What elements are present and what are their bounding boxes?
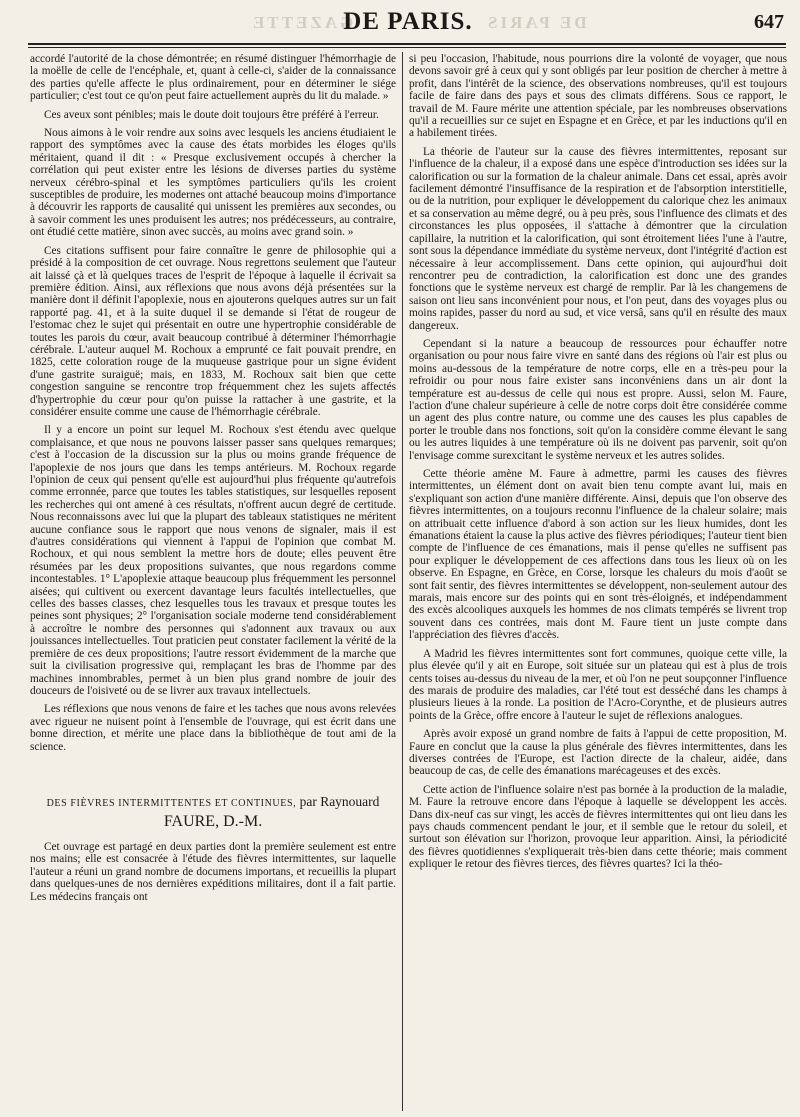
paragraph: Ces aveux sont pénibles; mais le doute doit toujours être préféré à l'erreur. (44, 108, 379, 121)
right-column (409, 53, 787, 1111)
article-title-connector: par Raynouard (299, 793, 380, 809)
paragraph: Cette action de l'influence solaire n'est pas bornée à la production de la maladie, M. Faure la retrouve encore dans l'époque à laquelle se développent les accès. Dans dix-neuf cas sur vingt, les accès de fièvres intermittentes qui ont lieu dans les pays chauds commencent pendant le jour, et il semble que le retour du soleil, et surtout son élévation sur l'horizon, provoque leur apparition. Ainsi, la périodicité des fièvres quotidiennes s'expliquerait très-bien dans cette théorie; mais comment expliquer le retour des fièvres tierces, des fièvres quartes? Ici la théo- (409, 783, 787, 871)
article-title (30, 793, 396, 831)
page-header (30, 8, 786, 40)
header-rule (28, 43, 786, 45)
paragraph: Cependant si la nature a beaucoup de ressources pour échauffer notre organisation ou pour nous faire vivre en santé dans des régions où l'air est plus ou moins au-dessous de la température de notre corps, elle en a très-peu pour la refroidir ou pour nous faire exister sans inconvéniens dans un air dont la température est au-dessus de celle qui nous est propre. Aussi, selon M. Faure, l'action d'une chaleur supérieure à celle de notre corps doit être considérée comme un agent des plus contre nature, ou comme une des causes les plus capables de porter le trouble dans nos fonctions, soit qu'on la considère comme élevant le sang ou les autres liquides à une température où ils ne doivent pas parvenir, soit qu'on l'envisage comme surexcitant le système nerveux et les autres solides. (409, 337, 787, 462)
paragraph: Les réflexions que nous venons de faire et les taches que nous avons relevées avec rigueur ne nuisent point à l'ensemble de l'ouvrage, qui est écrit dans une bonne direction, et mérite une place dans la bibliothèque de tout ami de la science. (30, 703, 396, 753)
paragraph: si peu l'occasion, l'habitude, nous pourrions dire la volonté de voyager, que nous devons savoir gré à ceux qui y sont obligés par leur position de chercher à mettre à profit, dans l'intérêt de la science, des observations nombreuses, qu'il est toujours facile de faire dans des pays et sous des climats différens. Sous ce rapport, le travail de M. Faure mérite une attention spéciale, par les nombreuses observations qu'il a recueillies sur ce sujet en Espagne et en Grèce, et par les inductions qu'il en a habilement tirées. (409, 53, 787, 140)
article-author: FAURE, D.-M. (163, 812, 263, 830)
paragraph: Nous aimons à le voir rendre aux soins avec lesquels les anciens étudiaient le rapport des symptômes avec la cause des états morbides les éloges qu'ils méritaient, quand il dit : « Presque exclusivement occupés à chercher la corrélation qui peut exister entre les lésions de diverses parties du système nerveux cérébro-spinal et les symptômes particuliers qu'ils les croient susceptibles de produire, les modernes ont attaché beaucoup moins d'importance à découvrir les rapports de causalité qui unissent les premières aux secondes, ou à savoir comment les unes produisent les autres; nos prédécesseurs, au contraire, ont étudié cette matière, sinon avec succès, au moins avec grand soin. » (30, 127, 396, 239)
paragraph: Cette théorie amène M. Faure à admettre, parmi les causes des fièvres intermittentes, un élément dont on avait bien tenu compte avant lui, mais en s'expliquant son action d'une manière différente. Ainsi, depuis que l'on observe des fièvres intermittentes, on a toujours reconnu l'influence de la chaleur solaire; mais on attribuait cette influence d'abord à son action sur les lieux humides, dont les émanations étaient la cause la plus active des fièvres périodiques; l'auteur tient bien compte de l'influence de ces émanations, mais il pense qu'elles ne suffisent pas pour expliquer le développement de ces affections dans tous les lieux où on les observe. En Espagne, en Grèce, en Corse, lorsque les chaleurs du mois d'août se sont fait sentir, des fièvres intermittentes se développent, non-seulement autour des marais, mais encore sur des points qui en sont très-éloignés, et indépendamment des excès alcooliques auxquels les hommes de nos climats tempérés se livrent trop souvent dans ces contrées, mais dont M. Faure tient un juste compte dans l'appréciation des fièvres d'accès. (409, 468, 787, 642)
bleed-through-text-left: GAZETTE (250, 13, 354, 32)
paragraph: Ces citations suffisent pour faire connaître le genre de philosophie qui a présidé à la composition de cet ouvrage. Nous regrettons seulement que l'auteur ait laissé çà et là quelques traces de l'esprit de l'époque à laquelle il écrivait sa première édition. Ainsi, aux réflexions que nous avons déjà présentées sur la manière dont il définit l'apoplexie, nous en ajouterons quelques autres sur un fait rapporté pag. 41, et à la suite duquel il se demande si l'état de rougeur de l'estomac chez le sujet qui présentait en outre une hypertrophie considérable de toutes les parois du cœur, avait beaucoup contribué à déterminer l'hémorrhagie cérébrale. L'auteur auquel M. Rochoux a emprunté ce fait pouvait prendre, en 1825, cette coloration rouge de la muqueuse gastrique pour un signe évident d'une gastrite suraiguë; mais, en 1833, M. Rochoux sait bien que cette congestion sanguine se rencontre trop fréquemment chez les sujets affectés d'hypertrophie du cœur pour qu'on puisse la rattacher à une gastrite, et la considérer ensuite comme une cause de l'hémorrhagie cérébrale. (30, 244, 396, 418)
running-title: DE PARIS. (343, 8, 473, 35)
page-number: 647 (754, 11, 784, 33)
paragraph: Il y a encore un point sur lequel M. Rochoux s'est étendu avec quelque complaisance, et que nous ne pouvons laisser passer sans quelques remarques; c'est à l'occasion de la discussion sur la plus ou moins grande fréquence de l'apoplexie de nos jours que dans les temps antérieurs. M. Rochoux regarde l'opinion de ceux qui pensent qu'elle est aujourd'hui plus fréquente qu'autrefois comme erronnée, parce que toutes les tables statistiques, sur lesquelles reposent les recherches qui ont amené à ces résultats, n'offrent aucun degré de certitude. Nous reconnaissons avec lui que la plupart des tableaux statistiques ne méritent aucune confiance sous le rapport que nous venons de signaler, mais il est d'autres considérations qui viennent à l'appui de l'opinion que combat M. Rochoux, et qui nous semblent la mettre hors de doute; elles peuvent être résumées par les deux propositions suivantes, que nous regardons comme incontestables. 1° L'apoplexie attaque beaucoup plus fréquemment les personnel aisées; qui cultivent ou exercent davantage leurs facultés intellectuelles, que celles des basses classes, chez lesquelles tous les travaux et presque toutes les peines sont physiques; 2° l'organisation sociale moderne tend considérablement à accroître le nombre des personnes qui s'adonnent aux travaux ou aux jouissances intellectuelles. Tout praticien peut constater facilement la vérité de la première de ces deux propositions; l'autre ressort évidemment de la marche que suit la civilisation progressive qui, remplaçant les bras de l'homme par des machines innombrables, permet à un bien plus grand nombre de jouir des douceurs de l'oisiveté ou de se livrer aux travaux intellectuels. (30, 424, 396, 697)
left-column (30, 53, 396, 1111)
paragraph: accordé l'autorité de la chose démontrée; en résumé distinguer l'hémorrhagie de la moëlle de celle de l'encéphale, et, quant à celle-ci, s'aider de la connaissance des parties qu'elle affecte le plus ordinairement, pour en déterminer le siége particulier; c'est tout ce qu'on peut faire actuellement auprès du lit du malade. » (30, 53, 396, 103)
bleed-through-text-right: DE PARIS (485, 13, 587, 32)
header-rule-thin (28, 47, 786, 48)
column-divider (402, 52, 403, 1111)
paragraph: Cet ouvrage est partagé en deux parties dont la première seulement est entre nos mains; elle est consacrée à l'étude des fièvres intermittentes, sur laquelle l'auteur a réuni un grand nombre de documens importans, et recueillis la plupart dans quelques-unes de nos dernières expéditions militaires, dont il a fait partie. Les médecins français ont (30, 840, 396, 903)
paragraph: Après avoir exposé un grand nombre de faits à l'appui de cette proposition, M. Faure en conclut que la cause la plus générale des fièvres intermittentes, dans les diverses contrées de l'Europe, est l'action directe de la chaleur, aidée, dans beaucoup de cas, de celle des émanations marécageuses et des excès. (409, 728, 787, 778)
paragraph: A Madrid les fièvres intermittentes sont fort communes, quoique cette ville, la plus élevée qu'il y ait en Europe, soit située sur un plateau qui est à plus de trois cents toises au-dessus du niveau de la mer, et où l'on ne peut soupçonner l'influence des marais de produire des maladies, car l'été tout est desséché dans les champs à plusieurs lieues à la ronde. La position de l'Acro-Corynthe, et de plusieurs autres points de la Grèce, offre encore à l'auteur le sujet de réflexions analogues. (409, 647, 787, 722)
article-title-main: DES FIÈVRES INTERMITTENTES ET CONTINUES, (46, 797, 297, 809)
paragraph: La théorie de l'auteur sur la cause des fièvres intermittentes, reposant sur l'influence de la chaleur, il a exposé dans une espèce d'introduction ses idées sur la calorification ou sur la formation de la chaleur animale. Dans cet essai, après avoir facilement démontré l'insuffisance de la respiration et de l'absorption interstitielle, ou de la nutrition, pour expliquer le développement du calorique chez les animaux et sa conservation au même degré, ou à peu près, sous l'influence des climats et des circonstances les plus opposées, il s'attache à démontrer que la circulation capillaire, la nutrition et la calorification, qui sont étroitement liées l'une à l'autre, sont sous la dépendance immédiate du système nerveux, dont l'intégrité d'action est nécessaire à leur accomplissement. Dans cette opinion, qui aujourd'hui doit rencontrer peu de contradiction, la calorification est donc une des grandes fonctions que le système nerveux est chargé de remplir. Par là les changemens de saison ont lieu sans inconvénient pour nous, et l'on peut, dans des voyages plus ou moins rapides, passer du nord au sud, et vice versâ, sans qu'il en résulte des maux dangereux. (409, 145, 787, 332)
